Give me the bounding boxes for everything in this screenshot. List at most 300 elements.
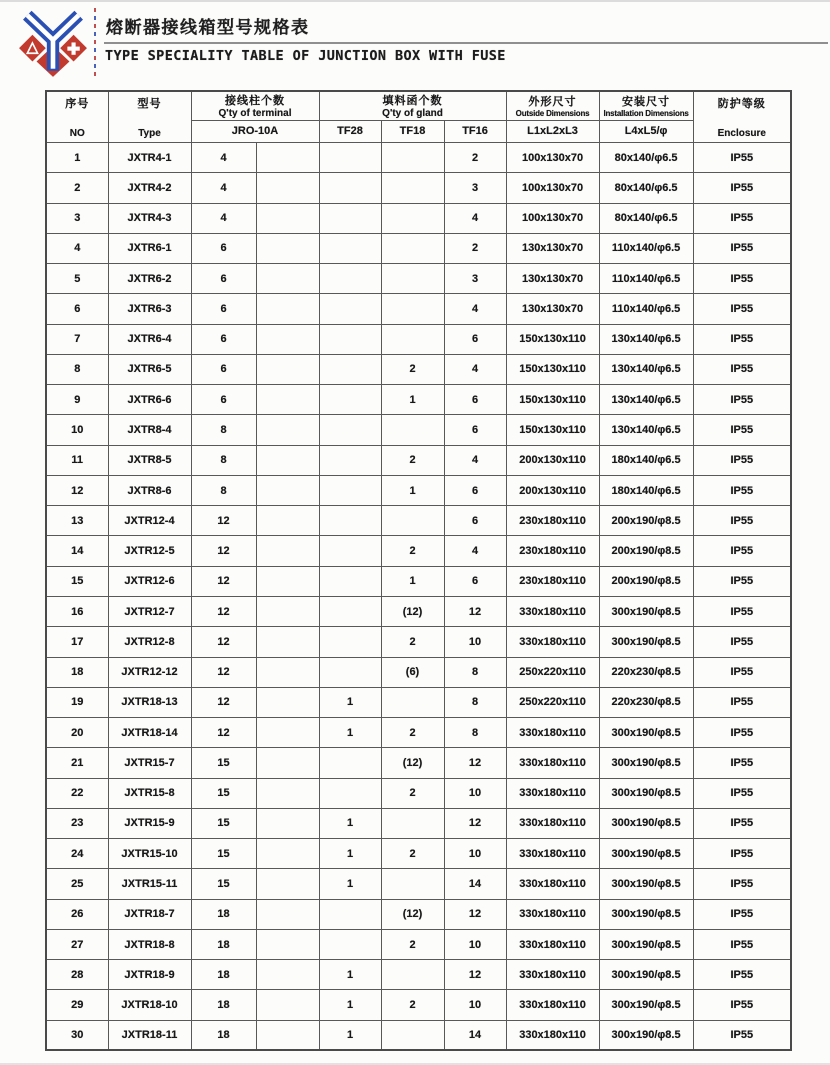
table-cell: 330x180x110 — [506, 627, 599, 657]
table-cell — [256, 748, 319, 778]
table-cell: JXTR8-5 — [108, 445, 191, 475]
table-cell — [319, 203, 381, 233]
table-cell: 12 — [191, 687, 256, 717]
table-cell — [256, 294, 319, 324]
table-cell: 330x180x110 — [506, 869, 599, 899]
table-cell: 29 — [46, 990, 108, 1020]
table-cell — [256, 506, 319, 536]
table-cell: 1 — [319, 839, 381, 869]
table-cell: 130x140/φ6.5 — [599, 324, 693, 354]
table-cell: 2 — [381, 627, 444, 657]
table-cell — [381, 294, 444, 324]
table-cell: 130x140/φ6.5 — [599, 354, 693, 384]
table-cell: 16 — [46, 596, 108, 626]
table-row — [46, 536, 791, 566]
header-no: 序号 NO — [46, 91, 108, 143]
header-enclosure: 防护等级 Enclosure — [693, 91, 791, 143]
table-cell: 330x180x110 — [506, 960, 599, 990]
table-cell: 300x190/φ8.5 — [599, 990, 693, 1020]
table-cell — [256, 990, 319, 1020]
table-cell — [256, 899, 319, 929]
table-cell: JXTR6-4 — [108, 324, 191, 354]
header-outside-sub: L1xL2xL3 — [506, 120, 599, 142]
table-cell: 3 — [444, 264, 506, 294]
table-cell: 230x180x110 — [506, 506, 599, 536]
title-separator-line — [104, 42, 828, 44]
table-cell — [319, 778, 381, 808]
table-cell: JXTR18-11 — [108, 1020, 191, 1050]
table-cell — [256, 203, 319, 233]
table-cell: 20 — [46, 718, 108, 748]
table-cell: 110x140/φ6.5 — [599, 294, 693, 324]
table-cell — [381, 173, 444, 203]
spec-table — [45, 90, 792, 1051]
table-cell: IP55 — [693, 778, 791, 808]
table-cell: IP55 — [693, 143, 791, 173]
table-cell — [256, 627, 319, 657]
table-cell: 26 — [46, 899, 108, 929]
table-cell: JXTR18-13 — [108, 687, 191, 717]
header-gland-tf28: TF28 — [319, 120, 381, 142]
table-row — [46, 627, 791, 657]
table-cell: JXTR12-7 — [108, 596, 191, 626]
table-cell: 330x180x110 — [506, 718, 599, 748]
table-cell: 150x130x110 — [506, 324, 599, 354]
table-cell: 6 — [444, 324, 506, 354]
table-cell: IP55 — [693, 627, 791, 657]
table-cell: 11 — [46, 445, 108, 475]
table-cell — [256, 960, 319, 990]
table-cell: JXTR15-7 — [108, 748, 191, 778]
table-cell: 110x140/φ6.5 — [599, 264, 693, 294]
table-cell: 1 — [319, 990, 381, 1020]
table-cell: 300x190/φ8.5 — [599, 929, 693, 959]
table-cell: 10 — [46, 415, 108, 445]
table-row — [46, 324, 791, 354]
table-cell: 1 — [319, 960, 381, 990]
table-cell: (12) — [381, 899, 444, 929]
table-cell — [256, 385, 319, 415]
table-cell: 18 — [191, 929, 256, 959]
table-cell: 100x130x70 — [506, 203, 599, 233]
table-cell: 6 — [191, 264, 256, 294]
table-row — [46, 718, 791, 748]
table-cell: 18 — [191, 899, 256, 929]
table-cell: 4 — [46, 233, 108, 263]
table-cell: 6 — [444, 566, 506, 596]
table-cell — [256, 566, 319, 596]
table-cell: IP55 — [693, 929, 791, 959]
table-cell: 80x140/φ6.5 — [599, 143, 693, 173]
header-type: 型号 Type — [108, 91, 191, 143]
table-cell: JXTR12-8 — [108, 627, 191, 657]
table-cell — [256, 445, 319, 475]
table-cell — [381, 869, 444, 899]
table-cell: IP55 — [693, 203, 791, 233]
table-row — [46, 960, 791, 990]
table-cell: 4 — [444, 294, 506, 324]
table-cell: 12 — [444, 808, 506, 838]
table-cell — [319, 415, 381, 445]
header-install-sub: L4xL5/φ — [599, 120, 693, 142]
table-cell: 15 — [191, 869, 256, 899]
table-cell: 10 — [444, 990, 506, 1020]
header-terminal: 接线柱个数 Q'ty of terminal — [191, 91, 319, 120]
table-row — [46, 143, 791, 173]
table-cell: IP55 — [693, 475, 791, 505]
table-row — [46, 264, 791, 294]
table-cell — [256, 173, 319, 203]
table-cell: 2 — [46, 173, 108, 203]
table-cell: 6 — [191, 324, 256, 354]
table-cell: 24 — [46, 839, 108, 869]
table-cell: 4 — [191, 203, 256, 233]
table-cell: 250x220x110 — [506, 687, 599, 717]
table-row — [46, 354, 791, 384]
table-cell: 130x140/φ6.5 — [599, 415, 693, 445]
table-row — [46, 203, 791, 233]
table-cell: 2 — [444, 233, 506, 263]
table-row — [46, 808, 791, 838]
table-cell: IP55 — [693, 839, 791, 869]
table-cell: JXTR15-8 — [108, 778, 191, 808]
table-cell: 130x130x70 — [506, 264, 599, 294]
table-cell: 12 — [191, 566, 256, 596]
table-row — [46, 173, 791, 203]
table-row — [46, 929, 791, 959]
table-row — [46, 748, 791, 778]
table-cell: IP55 — [693, 687, 791, 717]
table-cell: 15 — [191, 748, 256, 778]
table-cell: 8 — [191, 445, 256, 475]
table-cell — [319, 445, 381, 475]
table-cell — [381, 687, 444, 717]
table-cell: 4 — [444, 354, 506, 384]
table-row — [46, 385, 791, 415]
header-gland-tf16: TF16 — [444, 120, 506, 142]
table-cell: 14 — [46, 536, 108, 566]
table-cell — [256, 324, 319, 354]
header-outside-dimensions: 外形尺寸 Outside Dimensions — [506, 91, 599, 120]
table-cell: JXTR12-6 — [108, 566, 191, 596]
table-cell: 12 — [444, 596, 506, 626]
table-cell: 330x180x110 — [506, 839, 599, 869]
table-cell — [319, 506, 381, 536]
table-cell: 1 — [319, 1020, 381, 1050]
table-cell: (12) — [381, 596, 444, 626]
table-cell: 6 — [444, 506, 506, 536]
table-cell: JXTR18-7 — [108, 899, 191, 929]
table-cell: 180x140/φ6.5 — [599, 475, 693, 505]
table-cell — [319, 143, 381, 173]
table-cell: 14 — [444, 869, 506, 899]
table-cell — [256, 415, 319, 445]
table-cell: 9 — [46, 385, 108, 415]
table-cell: JXTR15-10 — [108, 839, 191, 869]
table-cell: 12 — [46, 475, 108, 505]
table-cell — [256, 687, 319, 717]
table-body — [46, 143, 791, 1051]
table-cell: 130x140/φ6.5 — [599, 385, 693, 415]
table-cell: 230x180x110 — [506, 536, 599, 566]
table-cell: 6 — [444, 385, 506, 415]
table-row — [46, 233, 791, 263]
table-cell: 12 — [191, 596, 256, 626]
table-cell: JXTR4-1 — [108, 143, 191, 173]
table-row — [46, 899, 791, 929]
table-cell: IP55 — [693, 596, 791, 626]
table-cell: JXTR12-4 — [108, 506, 191, 536]
table-cell: 130x130x70 — [506, 233, 599, 263]
table-cell: (6) — [381, 657, 444, 687]
table-cell: 8 — [46, 354, 108, 384]
table-cell: JXTR8-6 — [108, 475, 191, 505]
table-cell: 2 — [444, 143, 506, 173]
table-cell: 8 — [191, 415, 256, 445]
table-cell: IP55 — [693, 748, 791, 778]
table-row — [46, 990, 791, 1020]
table-row — [46, 294, 791, 324]
table-cell: 100x130x70 — [506, 143, 599, 173]
table-cell: IP55 — [693, 354, 791, 384]
table-cell — [381, 143, 444, 173]
table-cell: 300x190/φ8.5 — [599, 596, 693, 626]
table-cell: JXTR18-10 — [108, 990, 191, 1020]
table-cell: 110x140/φ6.5 — [599, 233, 693, 263]
table-cell: 1 — [46, 143, 108, 173]
table-cell: 4 — [444, 445, 506, 475]
table-header — [46, 91, 791, 143]
table-cell: 220x230/φ8.5 — [599, 687, 693, 717]
table-cell: IP55 — [693, 899, 791, 929]
table-cell — [381, 324, 444, 354]
table-cell: 300x190/φ8.5 — [599, 627, 693, 657]
table-cell: IP55 — [693, 869, 791, 899]
table-cell: 300x190/φ8.5 — [599, 718, 693, 748]
table-cell — [319, 627, 381, 657]
table-cell: 3 — [444, 173, 506, 203]
table-cell: JXTR8-4 — [108, 415, 191, 445]
table-cell: 27 — [46, 929, 108, 959]
page-title-en: TYPE SPECIALITY TABLE OF JUNCTION BOX WITH FUSE — [105, 48, 506, 64]
table-cell: 18 — [191, 990, 256, 1020]
table-cell: JXTR6-3 — [108, 294, 191, 324]
table-row — [46, 596, 791, 626]
table-cell: 12 — [191, 536, 256, 566]
table-cell: JXTR6-6 — [108, 385, 191, 415]
table-cell — [381, 960, 444, 990]
table-cell — [256, 264, 319, 294]
table-cell: 150x130x110 — [506, 354, 599, 384]
table-cell: 8 — [191, 475, 256, 505]
scan-edge-top — [0, 0, 830, 2]
table-cell: 21 — [46, 748, 108, 778]
table-cell: IP55 — [693, 385, 791, 415]
table-cell — [381, 415, 444, 445]
table-cell: 10 — [444, 627, 506, 657]
table-cell: IP55 — [693, 1020, 791, 1050]
table-cell: 10 — [444, 778, 506, 808]
table-cell: JXTR6-2 — [108, 264, 191, 294]
table-cell: 2 — [381, 839, 444, 869]
table-cell: 180x140/φ6.5 — [599, 445, 693, 475]
table-cell: 200x130x110 — [506, 475, 599, 505]
table-cell: 4 — [444, 536, 506, 566]
table-cell: 23 — [46, 808, 108, 838]
table-cell — [256, 536, 319, 566]
table-cell: 15 — [191, 778, 256, 808]
table-cell: 6 — [191, 385, 256, 415]
table-cell: 200x190/φ8.5 — [599, 566, 693, 596]
header-dashed-divider — [94, 8, 96, 80]
table-cell: 1 — [319, 869, 381, 899]
table-cell — [256, 143, 319, 173]
table-cell: 2 — [381, 445, 444, 475]
table-cell: 4 — [444, 203, 506, 233]
table-cell: 25 — [46, 869, 108, 899]
table-cell: 330x180x110 — [506, 748, 599, 778]
table-cell — [256, 1020, 319, 1050]
table-cell — [381, 506, 444, 536]
table-cell: 4 — [191, 143, 256, 173]
table-cell: JXTR15-9 — [108, 808, 191, 838]
table-cell: 1 — [319, 687, 381, 717]
table-cell: 7 — [46, 324, 108, 354]
table-cell: 220x230/φ8.5 — [599, 657, 693, 687]
table-cell: 6 — [191, 233, 256, 263]
table-cell: JXTR12-5 — [108, 536, 191, 566]
table-cell: IP55 — [693, 445, 791, 475]
table-cell: IP55 — [693, 233, 791, 263]
table-cell: 22 — [46, 778, 108, 808]
table-cell — [256, 839, 319, 869]
table-cell — [256, 233, 319, 263]
table-row — [46, 475, 791, 505]
table-cell: 300x190/φ8.5 — [599, 960, 693, 990]
table-cell: 1 — [319, 718, 381, 748]
table-cell: IP55 — [693, 990, 791, 1020]
table-cell: 8 — [444, 718, 506, 748]
table-cell: IP55 — [693, 808, 791, 838]
table-cell: IP55 — [693, 566, 791, 596]
table-cell: 1 — [381, 385, 444, 415]
table-cell: 2 — [381, 929, 444, 959]
table-cell: 2 — [381, 778, 444, 808]
table-cell: IP55 — [693, 264, 791, 294]
table-row — [46, 445, 791, 475]
table-cell: 6 — [191, 354, 256, 384]
table-cell — [319, 385, 381, 415]
table-cell: 330x180x110 — [506, 778, 599, 808]
table-cell: 12 — [444, 748, 506, 778]
table-cell: IP55 — [693, 536, 791, 566]
table-cell: 100x130x70 — [506, 173, 599, 203]
table-row — [46, 869, 791, 899]
table-cell: 250x220x110 — [506, 657, 599, 687]
table-cell: 200x190/φ8.5 — [599, 506, 693, 536]
table-cell: JXTR18-9 — [108, 960, 191, 990]
table-cell: IP55 — [693, 960, 791, 990]
table-cell: 2 — [381, 536, 444, 566]
header-installation-dimensions: 安装尺寸 Installation Dimensions — [599, 91, 693, 120]
table-cell — [319, 929, 381, 959]
table-cell: JXTR4-3 — [108, 203, 191, 233]
table-cell: IP55 — [693, 657, 791, 687]
table-cell: 330x180x110 — [506, 1020, 599, 1050]
table-cell — [256, 808, 319, 838]
table-cell — [381, 233, 444, 263]
table-cell: 300x190/φ8.5 — [599, 808, 693, 838]
table-cell: 330x180x110 — [506, 899, 599, 929]
table-cell: 15 — [46, 566, 108, 596]
company-emblem-logo-icon — [17, 9, 89, 79]
table-cell: 12 — [444, 960, 506, 990]
table-cell: 5 — [46, 264, 108, 294]
table-row — [46, 687, 791, 717]
table-cell: 300x190/φ8.5 — [599, 899, 693, 929]
table-cell: 19 — [46, 687, 108, 717]
table-cell — [256, 475, 319, 505]
table-cell: 6 — [191, 294, 256, 324]
table-cell: 80x140/φ6.5 — [599, 203, 693, 233]
table-cell — [319, 294, 381, 324]
table-cell: 4 — [191, 173, 256, 203]
table-cell: JXTR18-8 — [108, 929, 191, 959]
table-cell: IP55 — [693, 506, 791, 536]
header-terminal-model: JRO-10A — [191, 120, 319, 142]
table-cell: 300x190/φ8.5 — [599, 748, 693, 778]
table-cell — [319, 264, 381, 294]
table-cell: 18 — [46, 657, 108, 687]
table-cell: 15 — [191, 839, 256, 869]
table-cell — [319, 324, 381, 354]
table-cell — [256, 929, 319, 959]
table-cell — [256, 869, 319, 899]
table-cell: (12) — [381, 748, 444, 778]
table-cell — [381, 808, 444, 838]
table-cell — [319, 475, 381, 505]
table-cell: 300x190/φ8.5 — [599, 1020, 693, 1050]
table-cell: 3 — [46, 203, 108, 233]
table-cell: IP55 — [693, 294, 791, 324]
table-cell: 80x140/φ6.5 — [599, 173, 693, 203]
table-cell — [256, 778, 319, 808]
table-cell — [319, 657, 381, 687]
table-cell — [256, 718, 319, 748]
table-cell: 12 — [444, 899, 506, 929]
table-cell: 12 — [191, 506, 256, 536]
table-cell: JXTR6-1 — [108, 233, 191, 263]
table-cell: 2 — [381, 354, 444, 384]
table-cell: JXTR4-2 — [108, 173, 191, 203]
table-cell: IP55 — [693, 415, 791, 445]
table-cell — [319, 173, 381, 203]
table-row — [46, 839, 791, 869]
table-cell: 10 — [444, 839, 506, 869]
table-cell: 130x130x70 — [506, 294, 599, 324]
page-title-zh: 熔断器接线箱型号规格表 — [106, 18, 310, 37]
table-row — [46, 657, 791, 687]
table-cell: 12 — [191, 627, 256, 657]
table-row — [46, 1020, 791, 1050]
table-cell: 1 — [381, 566, 444, 596]
header-gland: 填料函个数 Q'ty of gland — [319, 91, 506, 120]
table-cell: JXTR18-14 — [108, 718, 191, 748]
table-cell — [319, 596, 381, 626]
table-cell: 330x180x110 — [506, 808, 599, 838]
table-cell — [319, 354, 381, 384]
table-cell: 300x190/φ8.5 — [599, 839, 693, 869]
